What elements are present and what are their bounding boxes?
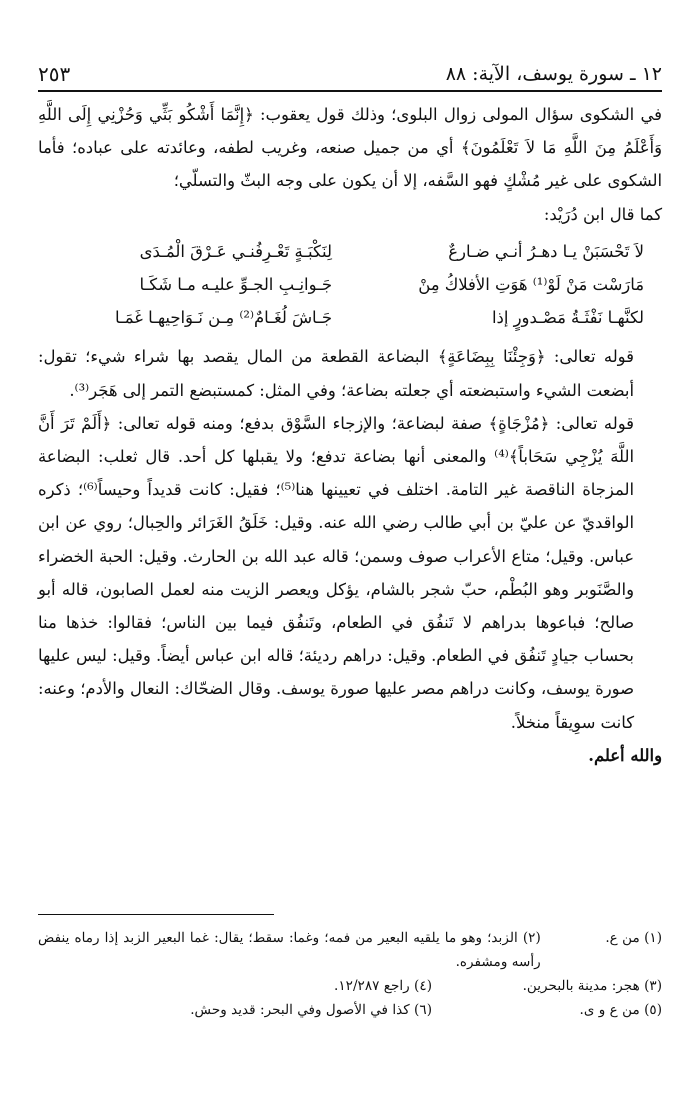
main-text: [38, 98, 662, 772]
footnote-row: [38, 926, 662, 974]
running-title: ١٢ ـ سورة يوسف، الآية: ٨٨: [445, 63, 662, 85]
paragraph-3: قوله تعالى: ﴿وَجِئْنَا بِبِضَاعَةٍ﴾ البضاعة القطعة من المال يقصد بها شراء شيء؛ تقول: أبضعت الشيء واستبضعته أي جعلته بضاعة؛ وفي المثل: كمستبضع التمر إلى هَجَر⁽³⁾.: [38, 347, 634, 400]
book-page: [38, 0, 662, 1096]
paragraph-1: في الشكوى سؤال المولى زوال البلوى؛ وذلك قول يعقوب: ﴿إِنَّمَا أَشْكُو بَثِّي وَحُزْنِي إِلَى اللَّهِ وَأَعْلَمُ مِنَ اللَّهِ مَا لاَ تَعْلَمُونَ﴾ أي من جميل صنعه، وغريب لطفه، وعائدته على عباده؛ فأما الشكوى على غير مُشْكٍ فهو السَّفه، إلا أن يكون على وجه البثّ والتسلّي؛: [38, 105, 662, 191]
poem-hemistich: لِنَكْبَـةٍ تَعْـرِفُنـي عَـرْقَ الْمُـدَى: [139, 241, 332, 261]
poem: [38, 235, 662, 335]
poem-hemistich: جَـوانِـبِ الجـوِّ عليـه مـا شَكَـا: [139, 275, 332, 295]
footnote-2: (٢) الزبد؛ وهو ما يلقيه البعير من فمه؛ وغما: سقط؛ يقال: غما البعير الزبد إذا رماه ينفض رأسه ومشفره.: [38, 930, 541, 970]
page-number: ٢٥٣: [38, 62, 71, 86]
footnote-rule: [38, 914, 274, 915]
header-rule: [38, 90, 662, 92]
poem-hemistich: لاَ تَحْسَبَنْ يـا دهـرُ أنـي ضـارعٌ: [448, 241, 644, 261]
poem-hemistich: جَـاشَ لُغَـامٌ⁽²⁾ مِـن نَـوَاحِيهـا غَمَـا: [115, 308, 332, 328]
poem-intro: كما قال ابن دُرَيْد:: [543, 204, 662, 224]
closing-line: والله أعلم.: [588, 745, 662, 765]
footnote-4: (٤) راجع ١٢/٢٨٧.: [334, 978, 432, 994]
footnote-6: (٦) كذا في الأصول وفي البحر: قديد وحش.: [190, 1002, 432, 1018]
page-header: [38, 60, 662, 88]
footnotes: [38, 926, 662, 1022]
footnote-row: [38, 974, 662, 998]
footnote-3: (٣) هجر: مدينة بالبحرين.: [522, 978, 662, 994]
footnote-5: (٥) من ع و ى.: [579, 1002, 662, 1018]
footnote-row: [38, 998, 662, 1022]
footnote-1: (١) من ع.: [605, 930, 662, 946]
paragraph-4: قوله تعالى: ﴿مُزْجَاةٍ﴾ صفة لبضاعة؛ والإزجاء السَّوْق بدفع؛ ومنه قوله تعالى: ﴿أَلَمْ تَرَ أَنَّ اللَّهَ يُزْجِي سَحَاباً﴾⁽⁴⁾ والمعنى أنها بضاعة تدفع؛ ولا يقبلها كل أحد. قال ثعلب: البضاعة المزجاة الناقصة غير التامة. اختلف في تعيينها هنا⁽⁵⁾؛ فقيل: كانت قديداً وحيساً⁽⁶⁾؛ ذكره الواقديّ عن عليّ بن أبي طالب رضي الله عنه. وقيل: خَلَقُ الغَرَائر والحِبال؛ روي عن ابن عباس. وقيل؛ متاع الأعراب صوف وسمن؛ قاله عبد الله بن الحارث. وقيل: الحبة الخضراء والصَّنَوبر وهو البُطْم، حبّ شجر بالشام، يؤكل ويعصر الزيت منه لعمل الصابون، قاله أبو صالح؛ فباعوها بدراهم لا تَنفُق في الطعام، وتَنفُق فيما بين الناس؛ فقالوا: خذها منا بحساب جيادٍ تَنفُق في الطعام. وقيل: دراهم رديئة؛ قاله ابن عباس أيضاً. وقيل: ليس عليها صورة يوسف، وكانت دراهم مصر عليها صورة يوسف. وقال الضحّاك: النعال والأدم؛ وعنه: كانت سوِيقاً منخلاً.: [38, 413, 635, 732]
poem-hemistich: لكنَّهـا نَفْثَـةُ مَصْـدورٍ إذا: [492, 308, 644, 328]
poem-hemistich: مَارَسْت مَنْ لَوْ⁽¹⁾ هَوَتِ الأفلاكُ مِنْ: [418, 275, 644, 295]
